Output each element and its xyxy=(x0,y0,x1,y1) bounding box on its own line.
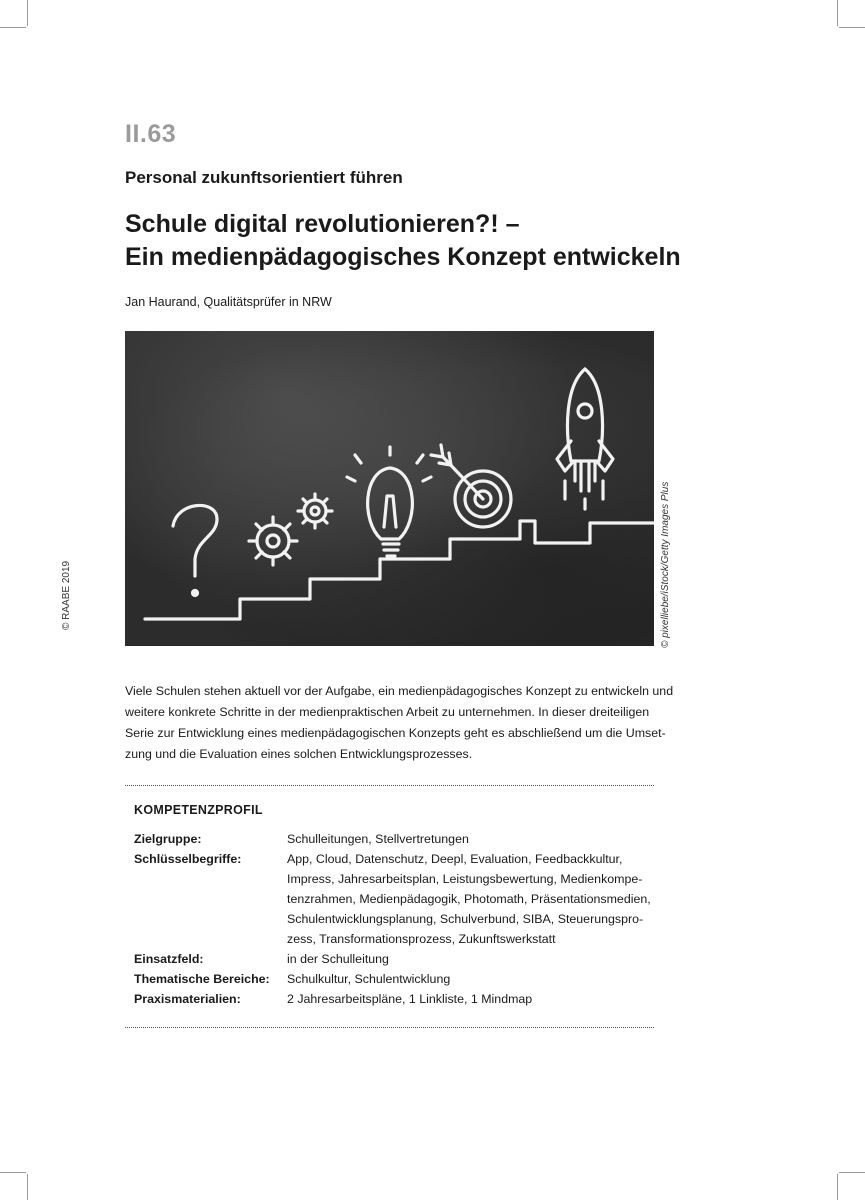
profile-value xyxy=(287,989,654,1009)
title-line: Schule digital revolutionieren?! – xyxy=(125,210,520,238)
intro-line: Serie zur Entwicklung eines medienpädagogischen Konzepts geht es abschließend um die Umset- xyxy=(125,726,666,740)
intro-line: weitere konkrete Schritte in der medienpraktischen Arbeit zu unternehmen. In dieser dreiteiligen xyxy=(125,705,650,719)
series-kicker: Personal zukunftsorientiert führen xyxy=(125,168,403,187)
crop-mark xyxy=(0,27,26,28)
profile-value xyxy=(287,849,654,949)
profile-value-line: Schulleitungen, Stellvertretungen xyxy=(287,832,469,846)
author-line: Jan Haurand, Qualitätsprüfer in NRW xyxy=(125,295,332,309)
article-title xyxy=(125,208,745,274)
chalkboard-photo xyxy=(125,331,654,646)
profile-label: Praxismaterialien: xyxy=(134,992,241,1006)
divider-top xyxy=(125,785,654,786)
divider-bottom xyxy=(125,1027,654,1028)
profile-row xyxy=(134,849,654,949)
intro-line: zung und die Evaluation eines solchen Entwicklungsprozesses. xyxy=(125,747,473,761)
profile-value-line: Schulkultur, Schulentwicklung xyxy=(287,972,451,986)
title-line: Ein medienpädagogisches Konzept entwickeln xyxy=(125,243,681,271)
profile-row xyxy=(134,969,654,989)
crop-mark xyxy=(27,0,28,26)
rocket-drawing xyxy=(557,369,613,509)
intro-line: Viele Schulen stehen aktuell vor der Aufgabe, ein medienpädagogisches Konzept zu entwickeln und xyxy=(125,684,674,698)
profile-value-line: Impress, Jahresarbeitsplan, Leistungsbewertung, Medienkompe- xyxy=(287,872,643,886)
profile-heading: KOMPETENZPROFIL xyxy=(134,803,263,817)
profile-value-line: Schulentwicklungsplanung, Schulverbund, SIBA, Steuerungspro- xyxy=(287,912,644,926)
profile-value-line: App, Cloud, Datenschutz, Deepl, Evaluation, Feedbackkultur, xyxy=(287,852,623,866)
chalk-drawing xyxy=(125,331,654,646)
intro-paragraph xyxy=(125,681,674,765)
profile-value-line: 2 Jahresarbeitspläne, 1 Linkliste, 1 Mindmap xyxy=(287,992,533,1006)
crop-mark xyxy=(0,1172,26,1173)
light-bulb-drawing xyxy=(347,447,431,556)
profile-value-line: in der Schulleitung xyxy=(287,952,389,966)
profile-label: Zielgruppe: xyxy=(134,832,202,846)
target-drawing xyxy=(431,445,511,527)
profile-value xyxy=(287,949,654,969)
crop-mark xyxy=(837,1174,838,1200)
gears-drawing xyxy=(249,494,332,565)
crop-mark xyxy=(839,1172,865,1173)
profile-label: Einsatzfeld: xyxy=(134,952,204,966)
question-mark-drawing xyxy=(173,505,217,576)
profile-label: Thematische Bereiche: xyxy=(134,972,270,986)
profile-value-line: tenzrahmen, Medienpädagogik, Photomath, Präsentationsmedien, xyxy=(287,892,651,906)
crop-mark xyxy=(27,1174,28,1200)
profile-row xyxy=(134,949,654,969)
profile-value xyxy=(287,829,654,849)
profile-row xyxy=(134,829,654,849)
profile-label: Schlüsselbegriffe: xyxy=(134,852,242,866)
photo-credit xyxy=(659,481,671,648)
copyright-text: © RAABE 2019 xyxy=(61,560,72,630)
profile-value xyxy=(287,969,654,989)
profile-row xyxy=(134,989,654,1009)
photo-credit-text: © pixelliebe/iStock/Getty Images Plus xyxy=(660,481,671,648)
section-code: II.63 xyxy=(125,120,177,148)
competence-profile xyxy=(134,829,654,1009)
margin-copyright xyxy=(60,560,72,630)
profile-value-line: zess, Transformationsprozess, Zukunftswerkstatt xyxy=(287,932,556,946)
crop-mark xyxy=(839,27,865,28)
stairs-drawing xyxy=(145,521,654,619)
crop-mark xyxy=(837,0,838,26)
